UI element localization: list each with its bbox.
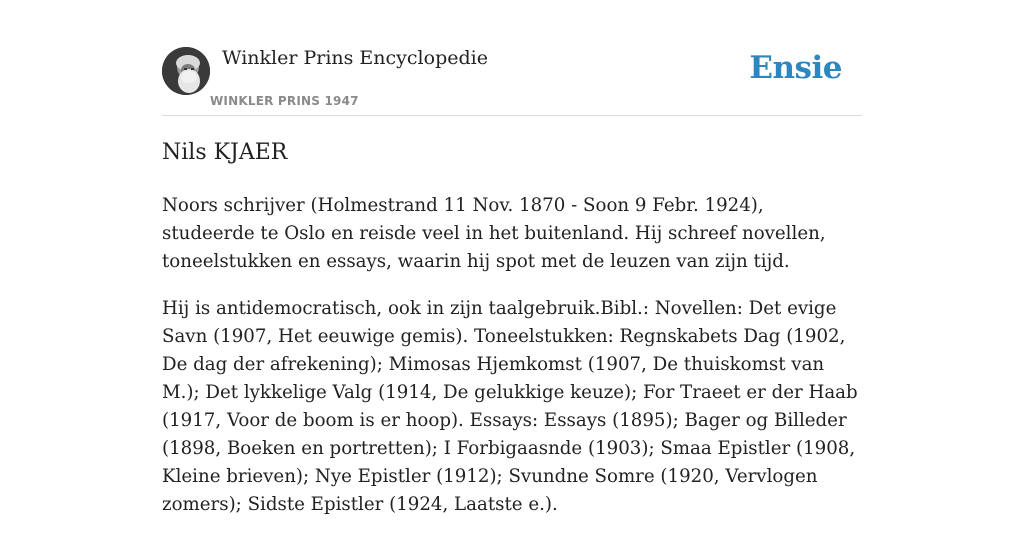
bearded-man-portrait-icon xyxy=(162,47,210,95)
author-avatar[interactable] xyxy=(162,47,210,95)
page-title: Nils KJAER xyxy=(162,140,288,165)
site-header xyxy=(162,44,862,116)
site-subtitle[interactable]: WINKLER PRINS 1947 xyxy=(210,94,359,108)
site-title[interactable]: Winkler Prins Encyclopedie xyxy=(222,47,488,69)
article-body xyxy=(162,192,862,538)
article-paragraph: Hij is antidemocratisch, ook in zijn taalgebruik.Bibl.: Novellen: Det evige Savn (1907, Het eeuwige gemis). Toneelstukken: Regnskabets Dag (1902, De dag der afrekening); Mimosas Hjemkomst (1907, De thuiskomst van M.); Det lykkelige Valg (1914, De gelukkige keuze); For Traeet er der Haab (1917, Voor de boom is er hoop). Essays: Essays (1895); Bager og Billeder (1898, Boeken en portretten); I Forbigaasnde (1903); Smaa Epistler (1908, Kleine brieven); Nye Epistler (1912); Svundne Somre (1920, Vervlogen zomers); Sidste Epistler (1924, Laatste e.). xyxy=(162,298,858,515)
article-paragraph: Noors schrijver (Holmestrand 11 Nov. 1870 - Soon 9 Febr. 1924), studeerde te Oslo en reisde veel in het buitenland. Hij schreef novellen, toneelstukken en essays, waarin hij spot met de leuzen van zijn tijd. xyxy=(162,195,826,272)
ensie-logo[interactable]: Ensie xyxy=(749,50,842,86)
